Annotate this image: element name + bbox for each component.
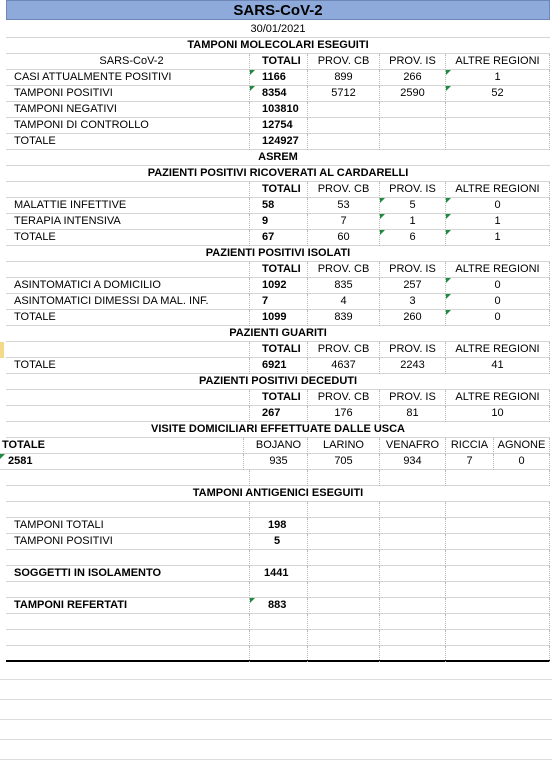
row-label: MALATTIE INFETTIVE: [6, 198, 250, 214]
cell-totali[interactable]: 103810: [250, 102, 308, 118]
cell-prov-is[interactable]: 5: [380, 198, 446, 214]
empty-row[interactable]: [6, 582, 550, 598]
row-label: TAMPONI DI CONTROLLO: [6, 118, 250, 134]
usca-value-bojano[interactable]: 935: [250, 454, 308, 470]
cell-altre-regioni[interactable]: [446, 118, 550, 134]
column-header-altre-regioni: ALTRE REGIONI: [446, 342, 550, 358]
column-header-prov-is: PROV. IS: [380, 54, 446, 70]
cell-altre-regioni[interactable]: 0: [446, 310, 550, 326]
cell-prov-is[interactable]: [380, 134, 446, 150]
row-label: TOTALE: [6, 134, 250, 150]
table-row[interactable]: [6, 598, 550, 614]
cell-totali[interactable]: 1099: [250, 310, 308, 326]
cell-altre-regioni[interactable]: 1: [446, 230, 550, 246]
column-header-altre-regioni: ALTRE REGIONI: [446, 390, 550, 406]
section-heading-guariti: PAZIENTI GUARITI: [6, 326, 550, 342]
cell-altre-regioni[interactable]: 0: [446, 294, 550, 310]
row-label: TOTALE: [6, 230, 250, 246]
row-label: SOGGETTI IN ISOLAMENTO: [6, 566, 250, 582]
cell-prov-is[interactable]: 257: [380, 278, 446, 294]
empty-row[interactable]: [6, 614, 550, 630]
cell-altre-regioni[interactable]: 41: [446, 358, 550, 374]
column-header-totali: TOTALI: [250, 342, 308, 358]
cell-altre-regioni[interactable]: 1: [446, 70, 550, 86]
column-header-prov-is: PROV. IS: [380, 342, 446, 358]
cell-prov-cb[interactable]: 4637: [308, 358, 380, 374]
cell-altre-regioni[interactable]: [446, 102, 550, 118]
cell-tamponi-totali[interactable]: 198: [250, 518, 308, 534]
cell-totali[interactable]: 1166: [250, 70, 308, 86]
cell-altre-regioni[interactable]: 10: [446, 406, 550, 422]
table-header-row: [6, 262, 550, 278]
cell-prov-is[interactable]: [380, 118, 446, 134]
table-row[interactable]: [6, 118, 550, 134]
column-header-totali: TOTALI: [250, 390, 308, 406]
table-row[interactable]: [6, 566, 550, 582]
row-label: ASINTOMATICI DIMESSI DA MAL. INF.: [6, 294, 250, 310]
cell-prov-is[interactable]: 6: [380, 230, 446, 246]
column-header-prov-cb: PROV. CB: [308, 342, 380, 358]
column-header-prov-cb: PROV. CB: [308, 54, 380, 70]
cell-prov-is[interactable]: 3: [380, 294, 446, 310]
column-header-totali: TOTALI: [250, 182, 308, 198]
section-heading-usca: VISITE DOMICILIARI EFFETTUATE DALLE USCA: [6, 422, 550, 438]
cell-prov-cb[interactable]: 7: [308, 214, 380, 230]
empty-row[interactable]: [6, 550, 550, 566]
column-header-prov-cb: PROV. CB: [308, 390, 380, 406]
cell-prov-cb[interactable]: 5712: [308, 86, 380, 102]
cell-prov-is[interactable]: 2243: [380, 358, 446, 374]
cell-prov-cb[interactable]: 835: [308, 278, 380, 294]
date-row: [6, 22, 550, 38]
cell-totali[interactable]: 9: [250, 214, 308, 230]
column-header-prov-cb: PROV. CB: [308, 182, 380, 198]
row-label: TOTALE: [6, 358, 250, 374]
cell-altre-regioni[interactable]: 1: [446, 214, 550, 230]
table-header-row: [6, 342, 550, 358]
usca-header-larino: LARINO: [308, 438, 380, 454]
cell-prov-cb[interactable]: 4: [308, 294, 380, 310]
row-label: TAMPONI REFERTATI: [6, 598, 250, 614]
usca-header-venafro: VENAFRO: [380, 438, 446, 454]
cell-totali[interactable]: 12754: [250, 118, 308, 134]
row-label: CASI ATTUALMENTE POSITIVI: [6, 70, 250, 86]
table-header-row: [6, 54, 550, 70]
empty-row[interactable]: [6, 470, 550, 486]
cell-prov-is[interactable]: 260: [380, 310, 446, 326]
table-header-row: [6, 390, 550, 406]
cell-totali[interactable]: 67: [250, 230, 308, 246]
column-header-totali: TOTALI: [250, 262, 308, 278]
column-header-prov-is: PROV. IS: [380, 262, 446, 278]
table-row[interactable]: [6, 70, 550, 86]
table-row[interactable]: [6, 198, 550, 214]
table-row[interactable]: [6, 406, 550, 422]
usca-header-agnone: AGNONE: [494, 438, 550, 454]
section-heading-deceduti: PAZIENTI POSITIVI DECEDUTI: [6, 374, 550, 390]
empty-row[interactable]: [6, 502, 550, 518]
table-row[interactable]: [6, 518, 550, 534]
cell-altre-regioni[interactable]: 0: [446, 198, 550, 214]
cell-prov-cb[interactable]: [308, 118, 380, 134]
cell-totali[interactable]: 58: [250, 198, 308, 214]
column-header-totali: TOTALI: [250, 54, 308, 70]
column-header-prov-is: PROV. IS: [380, 390, 446, 406]
table-row[interactable]: [6, 534, 550, 550]
usca-values-row[interactable]: [0, 454, 550, 470]
table-row[interactable]: [6, 294, 550, 310]
usca-header-bojano: BOJANO: [250, 438, 308, 454]
cell-altre-regioni[interactable]: 0: [446, 278, 550, 294]
usca-value-riccia[interactable]: 7: [446, 454, 494, 470]
section-heading-isolati: PAZIENTI POSITIVI ISOLATI: [6, 246, 550, 262]
report-date: 30/01/2021: [250, 23, 306, 35]
cell-prov-is[interactable]: [380, 102, 446, 118]
empty-row[interactable]: [6, 630, 550, 646]
cell-soggetti-isolamento[interactable]: 1441: [250, 566, 308, 582]
cell-totali[interactable]: 8354: [250, 86, 308, 102]
cell-prov-cb[interactable]: 53: [308, 198, 380, 214]
row-label: TERAPIA INTENSIVA: [6, 214, 250, 230]
table-row[interactable]: [6, 310, 550, 326]
cell-prov-is[interactable]: 1: [380, 214, 446, 230]
table-row[interactable]: [6, 358, 550, 374]
column-header-label: SARS-CoV-2: [6, 54, 250, 70]
usca-value-venafro[interactable]: 934: [380, 454, 446, 470]
usca-header-totale: TOTALE: [0, 438, 244, 454]
cell-totali[interactable]: 6921: [250, 358, 308, 374]
cell-altre-regioni[interactable]: 52: [446, 86, 550, 102]
cell-prov-is[interactable]: 2590: [380, 86, 446, 102]
section-heading-antigenici: TAMPONI ANTIGENICI ESEGUITI: [6, 486, 550, 502]
table-row[interactable]: [6, 86, 550, 102]
row-label: ASINTOMATICI A DOMICILIO: [6, 278, 250, 294]
column-header-prov-cb: PROV. CB: [308, 262, 380, 278]
cell-prov-cb[interactable]: 60: [308, 230, 380, 246]
cell-tamponi-positivi[interactable]: 5: [250, 534, 308, 550]
cell-totali[interactable]: 124927: [250, 134, 308, 150]
row-label: TOTALE: [6, 310, 250, 326]
row-label: TAMPONI POSITIVI: [6, 86, 250, 102]
cell-prov-is[interactable]: 81: [380, 406, 446, 422]
column-header-altre-regioni: ALTRE REGIONI: [446, 182, 550, 198]
column-header-altre-regioni: ALTRE REGIONI: [446, 54, 550, 70]
usca-header-row: [0, 438, 550, 454]
column-header-prov-is: PROV. IS: [380, 182, 446, 198]
table-row[interactable]: [6, 102, 550, 118]
cell-prov-cb[interactable]: 176: [308, 406, 380, 422]
section-heading-ricoverati: PAZIENTI POSITIVI RICOVERATI AL CARDARELLI: [6, 166, 550, 182]
table-row[interactable]: [6, 278, 550, 294]
row-selection-marker: [0, 342, 4, 358]
section-heading-asrem: ASREM: [6, 150, 550, 166]
column-header-altre-regioni: ALTRE REGIONI: [446, 262, 550, 278]
cell-tamponi-refertati[interactable]: 883: [250, 598, 308, 614]
row-label: TAMPONI TOTALI: [6, 518, 250, 534]
sheet-title: SARS-CoV-2: [6, 0, 550, 20]
usca-value-larino[interactable]: 705: [308, 454, 380, 470]
table-row[interactable]: [6, 230, 550, 246]
usca-value-agnone[interactable]: 0: [494, 454, 550, 470]
cell-prov-cb[interactable]: 899: [308, 70, 380, 86]
cell-prov-is[interactable]: 266: [380, 70, 446, 86]
cell-prov-cb[interactable]: [308, 102, 380, 118]
usca-value-totale[interactable]: 2581: [0, 454, 244, 470]
cell-prov-cb[interactable]: [308, 134, 380, 150]
row-label: TAMPONI NEGATIVI: [6, 102, 250, 118]
row-label: TAMPONI POSITIVI: [6, 534, 250, 550]
cell-totali[interactable]: 1092: [250, 278, 308, 294]
table-header-row: [6, 182, 550, 198]
usca-header-riccia: RICCIA: [446, 438, 494, 454]
section-heading-molecolari: TAMPONI MOLECOLARI ESEGUITI: [6, 38, 550, 54]
cell-prov-cb[interactable]: 839: [308, 310, 380, 326]
table-row[interactable]: [6, 214, 550, 230]
spreadsheet: [2, 22, 550, 662]
empty-sheet-area[interactable]: [0, 660, 552, 776]
cell-totali[interactable]: 7: [250, 294, 308, 310]
table-row[interactable]: [6, 134, 550, 150]
cell-altre-regioni[interactable]: [446, 134, 550, 150]
cell-totali[interactable]: 267: [250, 406, 308, 422]
